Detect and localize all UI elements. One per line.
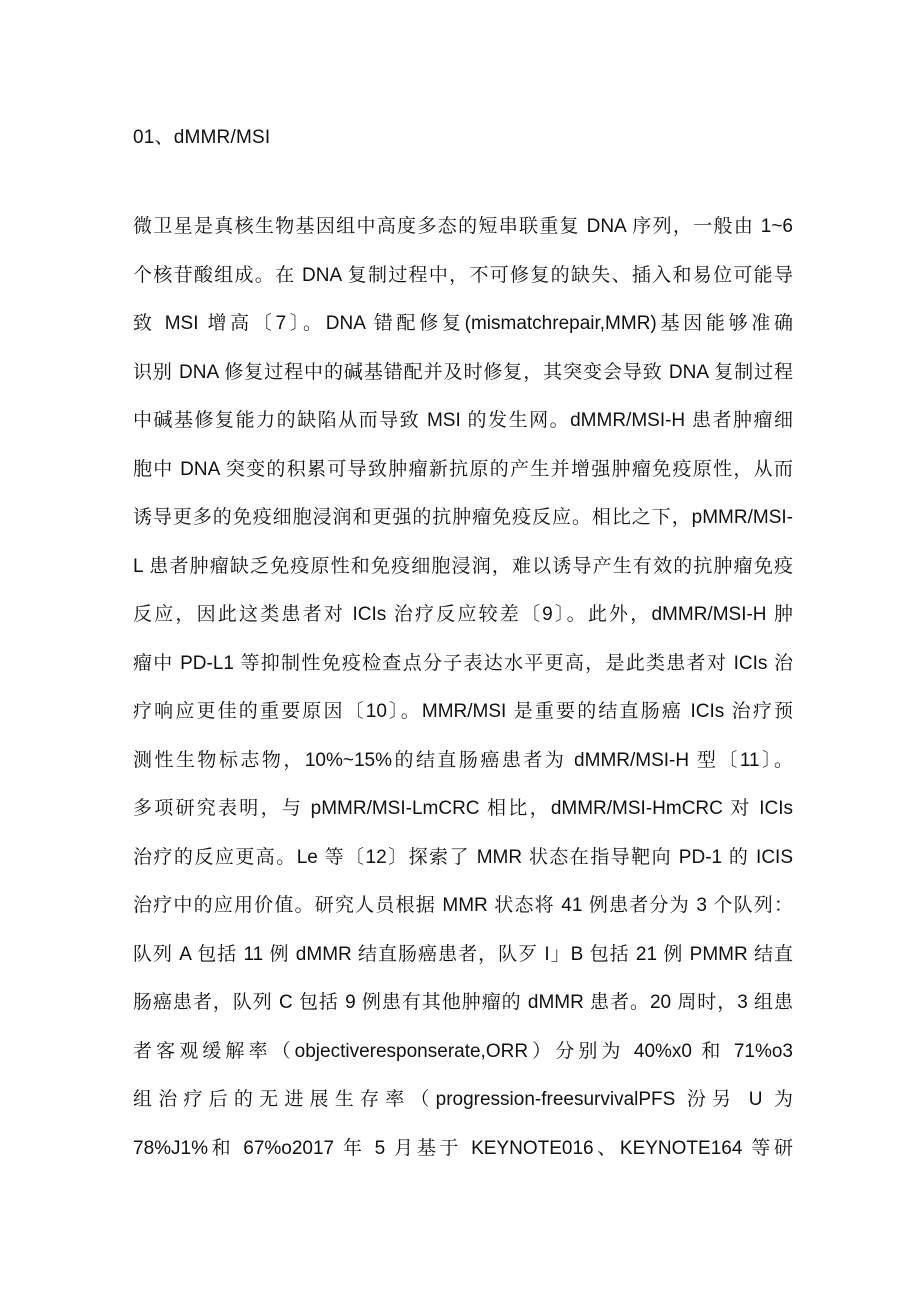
text-line: 队列 A 包括 11 例 dMMR 结直肠癌患者，队歹 I」B 包括 21 例 PMMR 结直	[133, 943, 793, 965]
text-line: 多项研究表明，与 pMMR/MSI-LmCRC 相比，dMMR/MSI-HmCRC 对 ICIs	[133, 798, 793, 819]
text-line: 组治疗后的无进展生存率（progression-freesurvivalPFS 汾另 U 为	[133, 1089, 793, 1110]
text-line: 治疗的反应更高。Le 等〔12〕探索了 MMR 状态在指导靶向 PD-1 的 ICIS	[133, 846, 793, 868]
text-line: 致 MSI 增高〔7〕。DNA 错配修复(mismatchrepair,MMR)基因能够准确	[133, 313, 793, 334]
text-line: L 患者肿瘤缺乏免疫原性和免疫细胞浸润，难以诱导产生有效的抗肿瘤免疫	[133, 555, 793, 577]
text-line: 测性生物标志物，10%~15%的结直肠癌患者为 dMMR/MSI-H 型〔11〕。	[133, 749, 793, 771]
text-line: 诱导更多的免疫细胞浸润和更强的抗肿瘤免疫反应。相比之下，pMMR/MSI-	[133, 507, 793, 528]
text-line: 瘤中 PD-L1 等抑制性免疫检查点分子表达水平更高，是此类患者对 ICIs 治	[133, 652, 793, 674]
text-line: 中碱基修复能力的缺陷从而导致 MSI 的发生网。dMMR/MSI-H 患者肿瘤细	[133, 410, 793, 431]
text-line: 微卫星是真核生物基因组中高度多态的短串联重复 DNA 序列，一般由 1~6	[133, 216, 793, 237]
text-line: 反应，因此这类患者对 ICIs 治疗反应较差〔9〕。此外，dMMR/MSI-H 肿	[133, 604, 793, 625]
section-heading: 01、dMMR/MSI	[133, 127, 271, 148]
text-line: 胞中 DNA 突变的积累可导致肿瘤新抗原的产生并增强肿瘤免疫原性，从而	[133, 458, 793, 480]
body-paragraph	[133, 207, 793, 1177]
text-line: 者客观缓解率（objectiveresponserate,ORR）分别为 40%x0 和 71%o3	[133, 1040, 793, 1062]
text-line: 肠癌患者，队列 C 包括 9 例患有其他肿瘤的 dMMR 患者。20 周时，3 组患	[133, 992, 793, 1013]
text-line: 治疗中的应用价值。研究人员根据 MMR 状态将 41 例患者分为 3 个队列：	[133, 895, 793, 916]
text-line: 个核苷酸组成。在 DNA 复制过程中，不可修复的缺失、插入和易位可能导	[133, 264, 793, 286]
text-line: 78%J1%和 67%o2017 年 5 月基于 KEYNOTE016、KEYNOTE164 等研	[133, 1137, 793, 1159]
text-line: 识别 DNA 修复过程中的碱基错配并及时修复，其突变会导致 DNA 复制过程	[133, 361, 793, 383]
text-line: 疗响应更佳的重要原因〔10〕。MMR/MSI 是重要的结直肠癌 ICIs 治疗预	[133, 701, 793, 722]
